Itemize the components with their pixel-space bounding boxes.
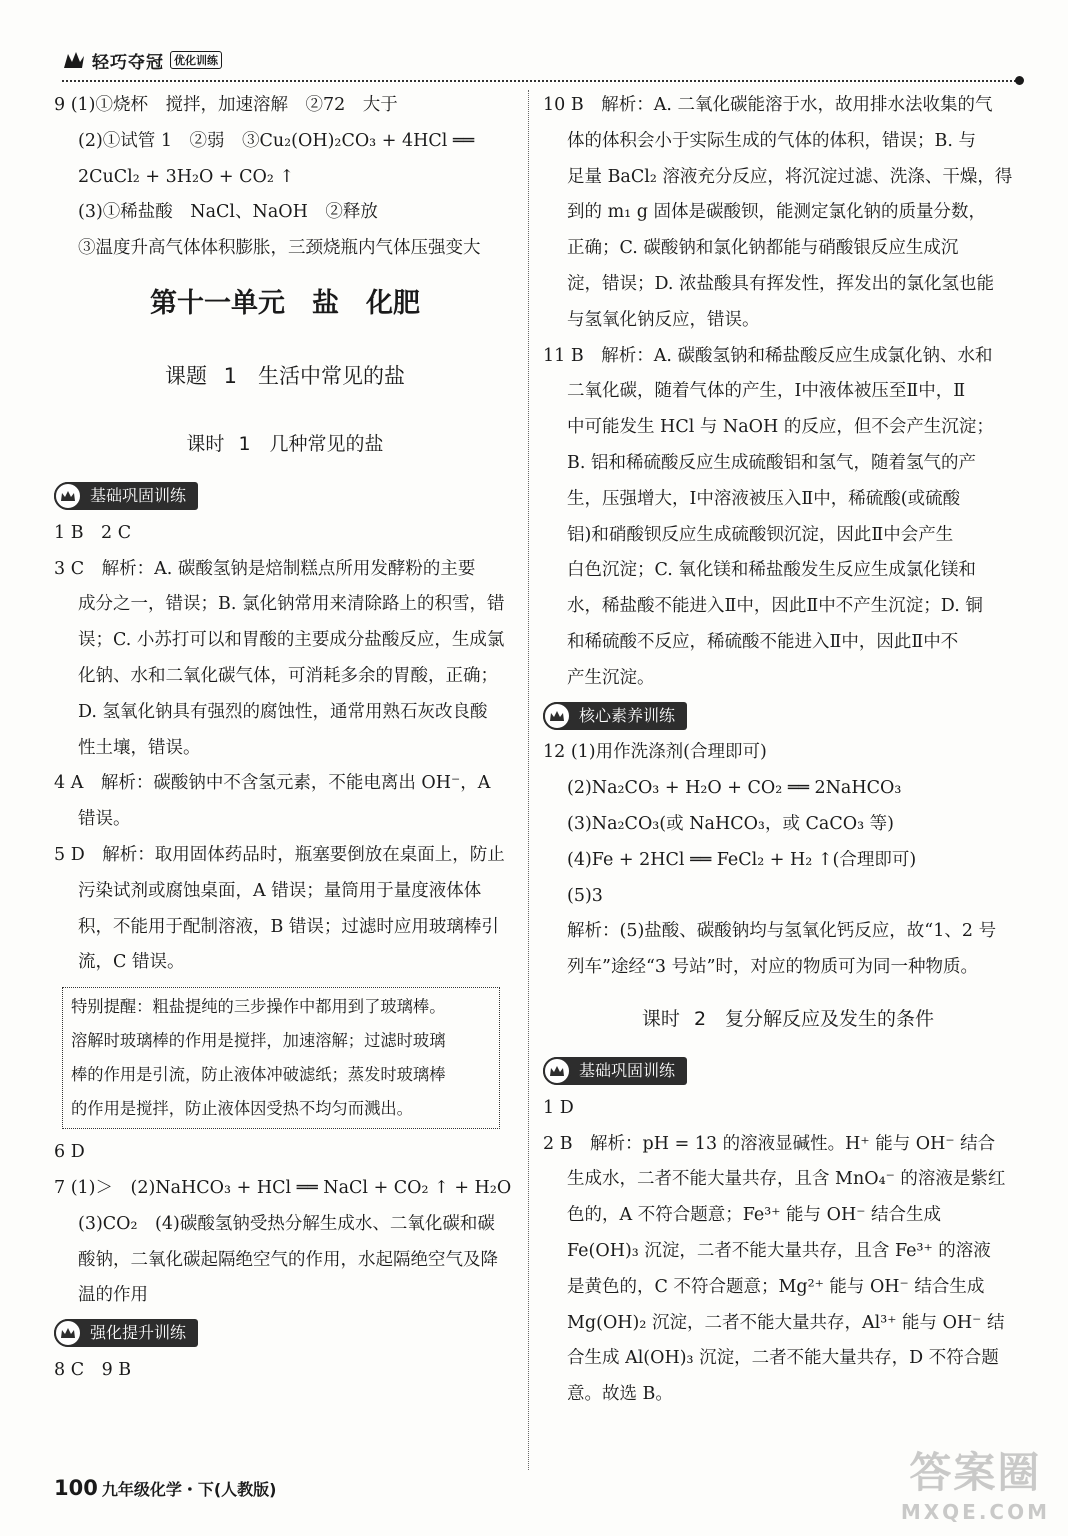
book-title: 九年级化学・下(人教版)	[101, 1480, 277, 1499]
answer-11	[543, 339, 1033, 697]
section-banner-basic-2	[543, 1057, 687, 1085]
crown-icon	[543, 1057, 571, 1085]
answer-12	[543, 735, 1033, 986]
period-2-title: 课时 2 复分解反应及发生的条件	[641, 1007, 935, 1030]
answer-line: 列车”途经“3 号站”时，对应的物质可为同一种物质。	[567, 957, 979, 978]
answer-6: 6 D	[54, 1142, 85, 1163]
page-header	[62, 48, 222, 72]
answer-line: 铝)和硝酸钡反应生成硫酸钡沉淀，因此Ⅱ中会产生	[567, 524, 954, 545]
banner-label: 强化提升训练	[90, 1323, 187, 1343]
answer-line: 解析：(5)盐酸、碳酸钠均与氢氧化钙反应，故“1、2 号	[567, 921, 997, 942]
answer-line: 意。故选 B。	[567, 1384, 673, 1405]
answer-line: B. 铝和稀硫酸反应生成硫酸铝和氢气，随着氢气的产	[567, 452, 976, 473]
answer-line: 水，稀盐酸不能进入Ⅱ中，因此Ⅱ中不产生沉淀；D. 铜	[567, 596, 983, 617]
answer-line: 污染试剂或腐蚀桌面，A 错误；量筒用于量度液体体	[78, 880, 482, 901]
answer-line: (3)CO₂ (4)碳酸氢钠受热分解生成水、二氧化碳和碳	[78, 1213, 495, 1234]
answer-line: 是黄色的，C 不符合题意；Mg²⁺ 能与 OH⁻ 结合生成	[567, 1276, 985, 1297]
answer-4	[54, 766, 516, 838]
answer-line: Mg(OH)₂ 沉淀，二者不能大量共存，Al³⁺ 能与 OH⁻ 结	[567, 1312, 1005, 1333]
answer-line: 合生成 Al(OH)₃ 沉淀，二者不能大量共存，D 不符合题	[567, 1348, 999, 1369]
answer-line: 温的作用	[78, 1285, 148, 1306]
answer-line: 12 (1)用作洗涤剂(合理即可)	[543, 742, 767, 763]
left-column	[54, 88, 516, 1389]
answer-line: (3)Na₂CO₃(或 NaHCO₃，或 CaCO₃ 等)	[567, 813, 894, 834]
answer-9	[54, 88, 516, 267]
answer-5	[54, 838, 516, 981]
period-title: 课时 1 几种常见的盐	[186, 432, 384, 455]
answer-line: 到的 m₁ g 固体是碳酸钡，能测定氯化钠的质量分数，	[567, 202, 986, 223]
answer-line: 酸钠，二氧化碳起隔绝空气的作用，水起隔绝空气及降	[78, 1249, 498, 1270]
answer-line: 白色沉淀；C. 氧化镁和稀盐酸发生反应生成氯化镁和	[567, 560, 976, 581]
answer-3	[54, 552, 516, 767]
answer-line: 错误。	[78, 809, 131, 830]
answer-line: 11 B 解析：A. 碳酸氢钠和稀盐酸反应生成氯化钠、水和	[543, 345, 993, 366]
answer-line: 体的体积会小于实际生成的气体的体积，错误；B. 与	[567, 130, 976, 151]
section-banner-core	[543, 702, 687, 730]
answer-line: 2CuCl₂ + 3H₂O + CO₂ ↑	[78, 166, 295, 187]
banner-label: 核心素养训练	[579, 705, 676, 725]
answer-line: 4 A 解析：碳酸钠中不含氢元素，不能电离出 OH⁻，A	[54, 773, 491, 794]
crown-icon	[54, 1319, 82, 1347]
answer-line: 3 C 解析：A. 碳酸氢钠是焙制糕点所用发酵粉的主要	[54, 558, 476, 579]
section-banner-basic	[54, 482, 198, 510]
column-divider	[528, 90, 529, 1470]
answer-line: 9 (1)①烧杯 搅拌，加速溶解 ②72 大于	[54, 95, 398, 115]
answer-line: 流，C 错误。	[78, 952, 185, 973]
answer-line: Fe(OH)₃ 沉淀，二者不能大量共存，且含 Fe³⁺ 的溶液	[567, 1240, 991, 1261]
answer-line: 成分之一，错误；B. 氯化钠常用来清除路上的积雪，错	[78, 594, 505, 615]
lesson-title: 课题 1 生活中常见的盐	[164, 363, 406, 388]
period-2-answer-2	[543, 1127, 1033, 1413]
answer-line: 化钠、水和二氧化碳气体，可消耗多余的胃酸，正确；	[78, 665, 498, 686]
answer-line: D. 氢氧化钠具有强烈的腐蚀性，通常用熟石灰改良酸	[78, 701, 488, 722]
crown-icon	[543, 702, 571, 730]
section-banner-strengthen	[54, 1319, 198, 1347]
answer-10	[543, 88, 1033, 339]
unit-title: 第十一单元 盐 化肥	[150, 287, 420, 319]
answer-line: 误；C. 小苏打可以和胃酸的主要成分盐酸反应，生成氯	[78, 630, 505, 651]
answer-line: 生，压强增大，Ⅰ中溶液被压入Ⅱ中，稀硫酸(或硫酸	[567, 488, 961, 509]
tip-line: 溶解时玻璃棒的作用是搅拌，加速溶解；过滤时玻璃	[71, 1031, 446, 1051]
watermark-main: 答案圈	[909, 1448, 1042, 1497]
answer-line: 淀，错误；D. 浓盐酸具有挥发性，挥发出的氯化氢也能	[567, 273, 995, 294]
header-dot	[1015, 76, 1024, 85]
brand-logo-icon	[62, 50, 86, 70]
header-rule	[62, 80, 1020, 82]
page-footer	[54, 1476, 276, 1500]
answer-line: 色的，A 不符合题意；Fe³⁺ 能与 OH⁻ 结合生成	[567, 1205, 942, 1226]
answer-line: 积，不能用于配制溶液，B 错误；过滤时应用玻璃棒引	[78, 916, 499, 937]
answer-8-9: 8 C 9 B	[54, 1359, 132, 1380]
answer-line: (4)Fe + 2HCl ══ FeCl₂ + H₂ ↑(合理即可)	[567, 849, 917, 870]
tip-line: 特别提醒：粗盐提纯的三步操作中都用到了玻璃棒。	[71, 997, 446, 1017]
answer-line: 5 D 解析：取用固体药品时，瓶塞要倒放在桌面上，防止	[54, 844, 505, 865]
answer-line: 中可能发生 HCl 与 NaOH 的反应，但不会产生沉淀；	[567, 417, 994, 438]
watermark	[901, 1440, 1050, 1524]
answer-line: 产生沉淀。	[567, 667, 655, 688]
right-column	[543, 88, 1033, 1413]
banner-label: 基础巩固训练	[90, 486, 187, 506]
answer-line: (2)Na₂CO₃ + H₂O + CO₂ ══ 2NaHCO₃	[567, 778, 902, 799]
page-number: 100	[54, 1476, 98, 1500]
answer-line: 生成水，二者不能大量共存，且含 MnO₄⁻ 的溶液是紫红	[567, 1169, 1006, 1190]
answer-line: (3)①稀盐酸 NaCl、NaOH ②释放	[78, 202, 378, 223]
answer-line: (2)①试管 1 ②弱 ③Cu₂(OH)₂CO₃ + 4HCl ══	[78, 130, 474, 151]
answer-line: ③温度升高气体体积膨胀，三颈烧瓶内气体压强变大	[78, 238, 481, 259]
brand-name: 轻巧夺冠	[92, 52, 164, 73]
brand-tag: 优化训练	[170, 51, 222, 69]
answer-line: 7 (1)＞ (2)NaHCO₃ + HCl ══ NaCl + CO₂ ↑ + H₂O	[54, 1177, 512, 1198]
special-tip-box	[62, 987, 500, 1129]
answer-7	[54, 1171, 516, 1314]
period-2-answer-1: 1 D	[543, 1097, 574, 1118]
answer-line: (5)3	[567, 885, 603, 906]
crown-icon	[54, 482, 82, 510]
answer-line: 2 B 解析：pH = 13 的溶液显碱性。H⁺ 能与 OH⁻ 结合	[543, 1133, 996, 1154]
answer-line: 性土壤，错误。	[78, 737, 201, 758]
answer-line: 正确；C. 碳酸钠和氯化钠都能与硝酸银反应生成沉	[567, 238, 959, 259]
answer-line: 10 B 解析：A. 二氧化碳能溶于水，故用排水法收集的气	[543, 95, 993, 115]
answer-line: 与氢氧化钠反应，错误。	[567, 309, 760, 330]
banner-label: 基础巩固训练	[579, 1061, 676, 1081]
answer-line: 和稀硫酸不反应，稀硫酸不能进入Ⅱ中，因此Ⅱ中不	[567, 631, 959, 652]
tip-line: 的作用是搅拌，防止液体因受热不均匀而溅出。	[71, 1099, 413, 1119]
answer-line: 足量 BaCl₂ 溶液充分反应，将沉淀过滤、洗涤、干燥，得	[567, 166, 1013, 187]
answer-1-2: 1 B 2 C	[54, 522, 132, 543]
watermark-domain: MXQE.COM	[900, 1500, 1050, 1524]
tip-line: 棒的作用是引流，防止液体冲破滤纸；蒸发时玻璃棒	[71, 1065, 446, 1085]
answer-line: 二氧化碳，随着气体的产生，Ⅰ中液体被压至Ⅱ中，Ⅱ	[567, 381, 966, 402]
